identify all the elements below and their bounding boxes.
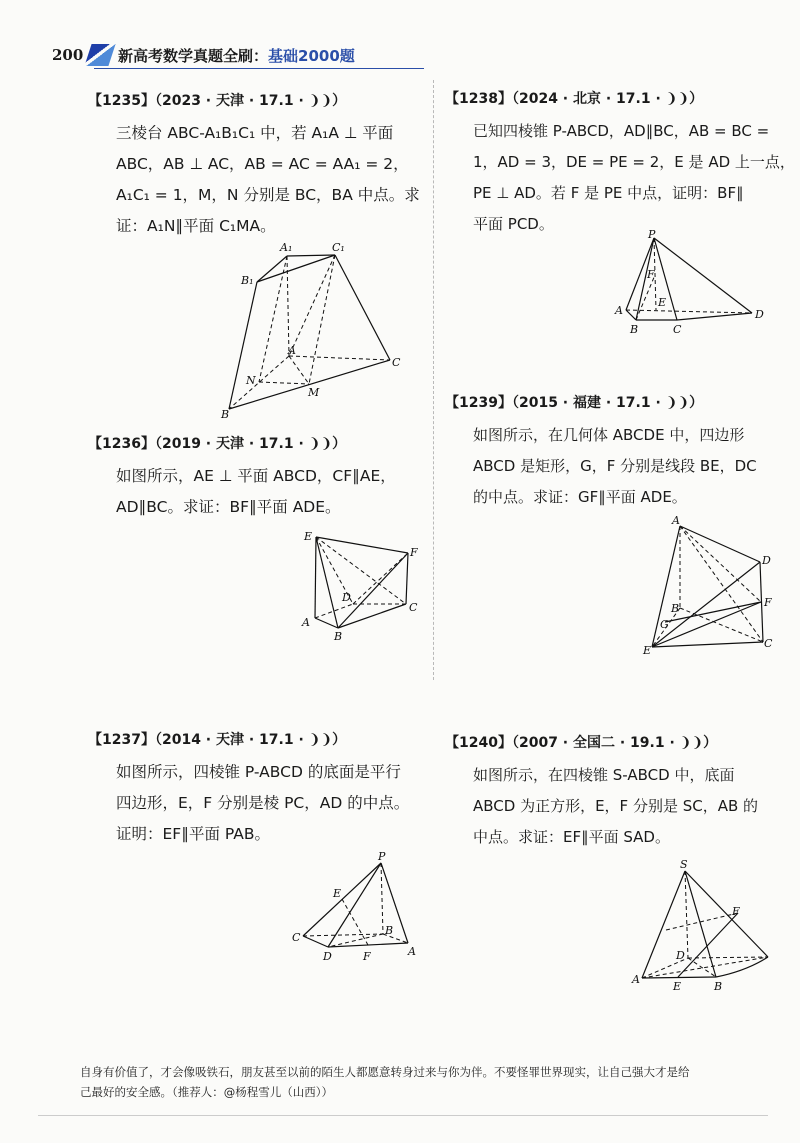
label-C1: C₁ [332,241,345,254]
label-F: F [363,950,371,963]
problem-1239-text [473,420,757,513]
column-divider [433,80,434,680]
label-A: A [408,945,416,958]
problem-1239-head [445,392,757,412]
label-S: S [680,858,688,871]
problem-1235-line: ABC，AB ⊥ AC，AB = AC = AA₁ = 2， [116,155,409,173]
problem-1236-line: AD∥BC。求证：BF∥平面 ADE。 [116,498,341,516]
head-close: ） [332,436,347,452]
problem-1235-text [116,118,420,242]
footer-line: 自身有价值了，才会像吸铁石，朋友甚至以前的陌生人都愿意转身过来与你为伴。不要怪罪世界现实，让自己强大才是给 [80,1065,690,1079]
problem-1240-head-text: 【1240】（2007 · 全国二 · 19.1 · [445,735,680,751]
problem-1236-text [116,461,396,523]
problem-1239-line: ABCD 是矩形，G，F 分别是线段 BE，DC [473,457,757,475]
label-E: E [673,980,682,993]
label-G: G [660,618,669,631]
label-B: B [671,602,680,615]
problem-1238 [445,88,795,240]
problem-1237-line: 如图所示，四棱锥 P-ABCD 的底面是平行 [116,763,401,781]
label-N: N [246,374,256,387]
problem-1240-head [445,732,758,752]
problem-1237-line: 证明：EF∥平面 PAB。 [116,825,270,843]
head-close: ） [689,91,704,107]
problem-1238-line: 平面 PCD。 [473,215,554,233]
label-A: A [288,344,296,357]
difficulty-icon: ❩❩ [308,436,333,452]
label-A: A [615,304,623,317]
label-B1: B₁ [241,274,254,287]
header-stripe-decoration [84,44,115,66]
label-E: E [643,644,652,657]
problem-1240-line: ABCD 为正方形，E，F 分别是 SC，AB 的 [473,797,759,815]
problem-1236-head [88,433,396,453]
problem-1236-head-text: 【1236】（2019 · 天津 · 17.1 · [88,436,309,452]
problem-1240 [445,732,758,853]
difficulty-icon: ❩❩ [308,93,333,109]
label-A: A [672,514,680,527]
label-B: B [334,630,343,643]
label-E: E [333,887,342,900]
book-title-sub: 基础2000题 [268,47,355,65]
problem-1239-line: 的中点。求证：GF∥平面 ADE。 [473,488,687,506]
label-C: C [764,637,773,650]
header-rule [94,68,424,69]
figure-1239-solid [640,512,775,657]
figure-1236-solid [298,526,426,644]
difficulty-icon: ❩❩ [665,91,690,107]
label-C: C [409,601,418,614]
problem-1239-line: 如图所示，在几何体 ABCDE 中，四边形 [473,426,745,444]
label-C: C [292,931,301,944]
problem-1237 [88,729,409,850]
label-M: M [308,386,320,399]
label-P: P [378,850,386,863]
label-D: D [762,554,771,567]
label-P: P [648,230,656,241]
problem-1240-line: 如图所示，在四棱锥 S-ABCD 中，底面 [473,766,735,784]
problem-1240-line: 中点。求证：EF∥平面 SAD。 [473,828,670,846]
problem-1239-head-text: 【1239】（2015 · 福建 · 17.1 · [445,395,666,411]
figure-1237-pyramid [288,848,418,966]
footer-quote [80,1062,780,1102]
head-close: ） [332,93,347,109]
label-E: E [658,296,667,309]
problem-1238-line: 已知四棱锥 P-ABCD，AD∥BC，AB = BC = [473,122,770,140]
label-B: B [385,924,394,937]
footer-rule [38,1115,768,1116]
problem-1235-head-text: 【1235】（2023 · 天津 · 17.1 · [88,93,309,109]
label-B: B [221,408,230,420]
label-D: D [755,308,764,321]
difficulty-icon: ❩❩ [308,732,333,748]
problem-1235-line: 证：A₁N∥平面 C₁MA。 [116,217,276,235]
problem-1237-head [88,729,409,749]
problem-1236 [88,433,396,523]
problem-1235-line: 三棱台 ABC-A₁B₁C₁ 中，若 A₁A ⊥ 平面 [116,124,394,142]
problem-1236-line: 如图所示，AE ⊥ 平面 ABCD，CF∥AE， [116,467,396,485]
book-title [118,45,355,66]
head-close: ） [332,732,347,748]
label-A: A [302,616,310,629]
footer-line: 己最好的安全感。（推荐人：@杨程雪儿（山西）） [80,1085,333,1099]
label-F: F [410,546,418,559]
label-A1: A₁ [280,241,293,254]
problem-1238-text [473,116,795,240]
figure-1235-frustum [215,238,410,420]
label-D: D [342,591,351,604]
figure-1238-pyramid [612,230,772,340]
problem-1238-head-text: 【1238】（2024 · 北京 · 17.1 · [445,91,666,107]
label-F: F [764,596,772,609]
label-F: F [732,905,740,918]
label-C: C [392,356,401,369]
figure-1240-pyramid [628,855,773,995]
problem-1235-line: A₁C₁ = 1，M，N 分别是 BC，BA 中点。求 [116,186,420,204]
label-B: B [714,980,723,993]
head-close: ） [689,395,704,411]
problem-1237-line: 四边形，E，F 分别是棱 PC，AD 的中点。 [116,794,410,812]
label-B: B [630,323,639,336]
difficulty-icon: ❩❩ [665,395,690,411]
problem-1237-text [116,757,409,850]
label-F: F [647,268,655,281]
problem-1235 [88,90,420,242]
problem-1238-line: PE ⊥ AD。若 F 是 PE 中点，证明：BF∥ [473,184,744,202]
label-E: E [304,530,313,543]
label-C: C [673,323,682,336]
label-A: A [632,973,640,986]
difficulty-icon: ❩❩ [679,735,704,751]
label-D: D [323,950,332,963]
head-close: ） [703,735,718,751]
problem-1238-head [445,88,795,108]
problem-1237-head-text: 【1237】（2014 · 天津 · 17.1 · [88,732,309,748]
page-number: 200 [52,46,84,64]
problem-1238-line: 1，AD = 3，DE = PE = 2，E 是 AD 上一点， [473,153,795,171]
problem-1240-text [473,760,758,853]
label-D: D [676,949,685,962]
book-title-main: 新高考数学真题全刷： [118,47,269,65]
problem-1239 [445,392,757,513]
problem-1235-head [88,90,420,110]
